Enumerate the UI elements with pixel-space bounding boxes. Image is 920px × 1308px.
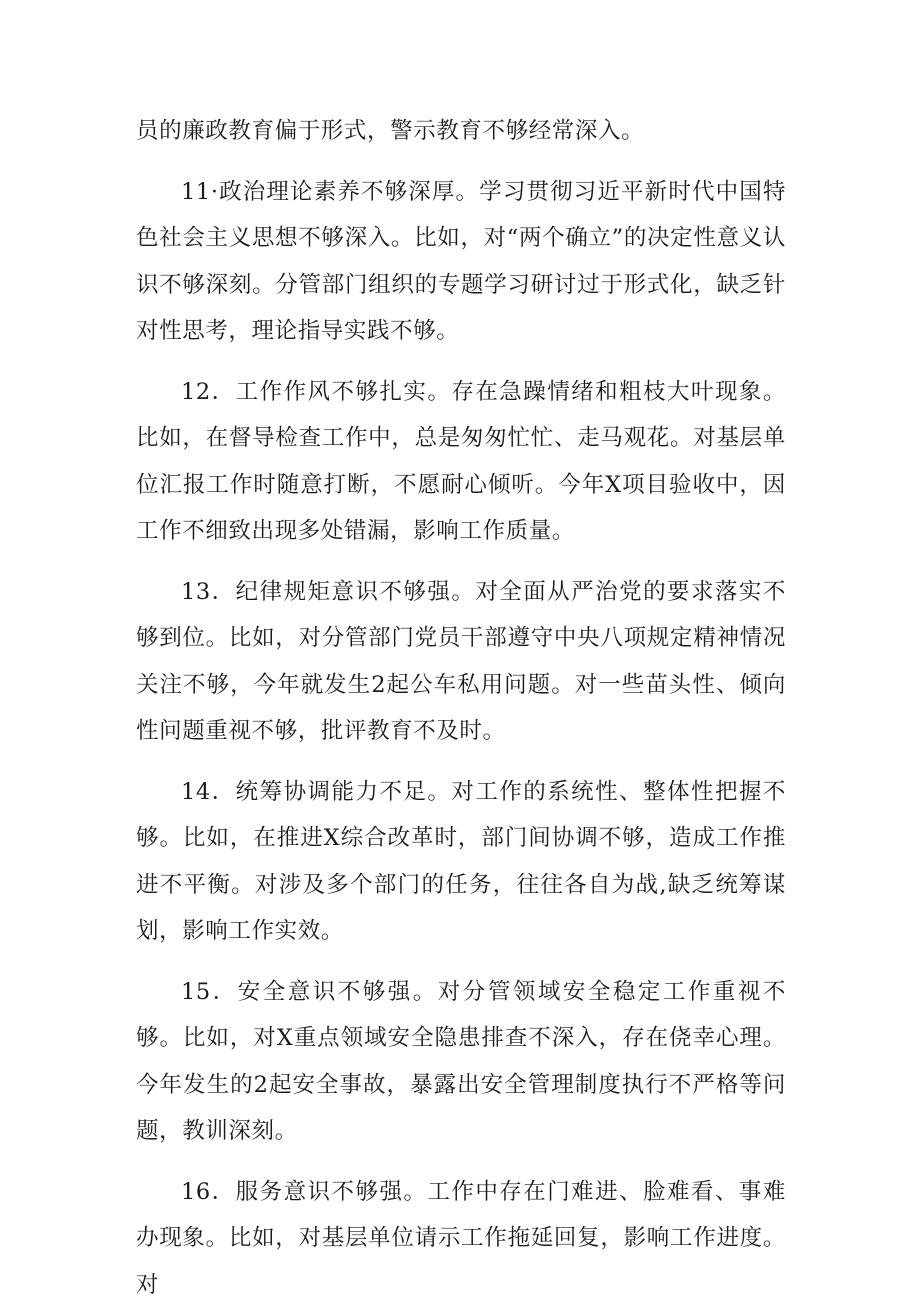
paragraph-item-15: 15．安全意识不够强。对分管领域安全稳定工作重视不够。比如，对X重点领域安全隐患排查不深入，存在侥幸心理。今年发生的2起安全事故，暴露出安全管理制度执行不严格等问题，教训深刻。: [136, 969, 786, 1155]
paragraph-gap: [136, 355, 786, 369]
paragraph-gap: [136, 755, 786, 769]
paragraph-gap: [136, 155, 786, 169]
paragraph-item-13: 13．纪律规矩意识不够强。对全面从严治党的要求落实不够到位。比如，对分管部门党员干部遵守中央八项规定精神情况关注不够，今年就发生2起公车私用问题。对一些苗头性、倾向性问题重视不够，批评教育不及时。: [136, 569, 786, 755]
paragraph-item-14: 14．统筹协调能力不足。对工作的系统性、整体性把握不够。比如，在推进X综合改革时，部门间协调不够，造成工作推进不平衡。对涉及多个部门的任务，往往各自为战,缺乏统筹谋划，影响工作实效。: [136, 769, 786, 955]
paragraph-gap: [136, 1155, 786, 1169]
paragraph-continuation: 员的廉政教育偏于形式，警示教育不够经常深入。: [136, 108, 786, 155]
paragraph-item-16: 16．服务意识不够强。工作中存在门难进、脸难看、事难办现象。比如，对基层单位请示工作拖延回复，影响工作进度。对: [136, 1169, 786, 1308]
paragraph-gap: [136, 955, 786, 969]
paragraph-gap: [136, 555, 786, 569]
paragraph-item-11: 11·政治理论素养不够深厚。学习贯彻习近平新时代中国特色社会主义思想不够深入。比如，对“两个确立”的决定性意义认识不够深刻。分管部门组织的专题学习研讨过于形式化，缺乏针对性思考，理论指导实践不够。: [136, 169, 786, 355]
paragraph-item-12: 12．工作作风不够扎实。存在急躁情绪和粗枝大叶现象。比如，在督导检查工作中，总是匆匆忙忙、走马观花。对基层单位汇报工作时随意打断，不愿耐心倾听。今年X项目验收中，因工作不细致出现多处错漏，影响工作质量。: [136, 369, 786, 555]
document-body: [136, 108, 786, 1308]
